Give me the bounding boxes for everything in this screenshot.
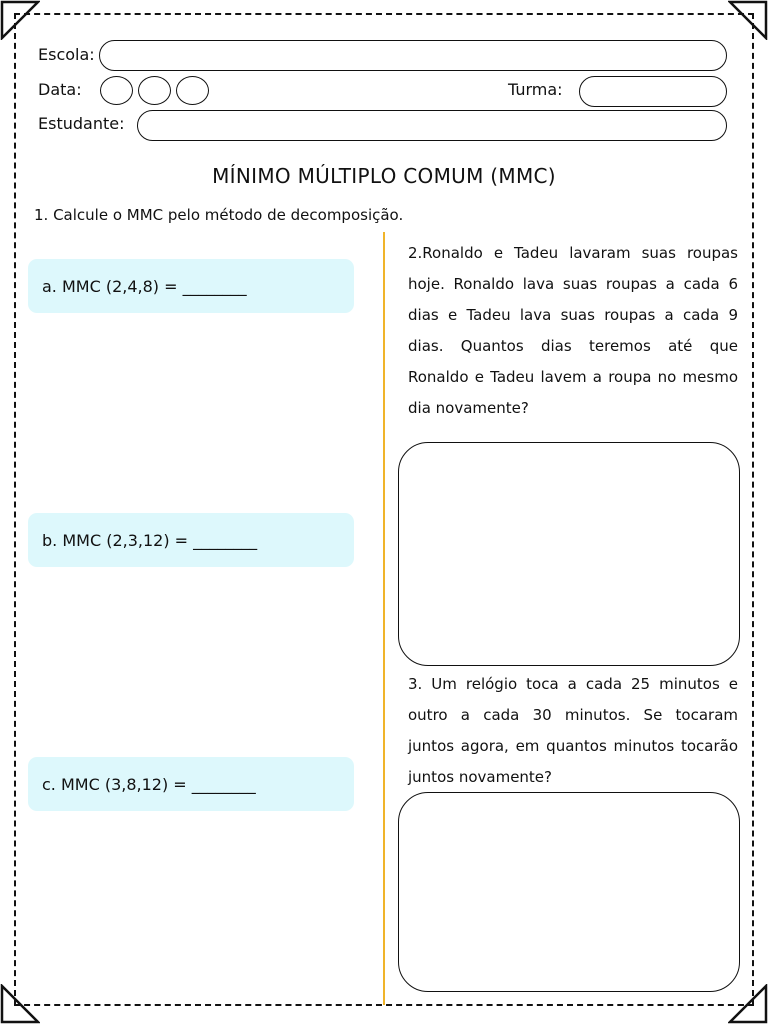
date-year-field[interactable] <box>176 76 209 105</box>
estudante-label: Estudante: <box>38 114 125 133</box>
page-title: MÍNIMO MÚLTIPLO COMUM (MMC) <box>212 164 556 188</box>
turma-field[interactable] <box>579 76 727 107</box>
column-divider <box>383 232 385 1005</box>
estudante-field[interactable] <box>137 110 727 141</box>
question3-text: 3. Um relógio toca a cada 25 minutos e outro a cada 30 minutos. Se tocaram juntos agora, em quantos minutos tocarão juntos novamente? <box>408 675 738 786</box>
mmc-item-c <box>28 757 354 811</box>
data-label: Data: <box>38 80 82 99</box>
question1-instruction: 1. Calcule o MMC pelo método de decomposição. <box>34 206 404 224</box>
mmc-item-a-label: a. MMC (2,4,8) = ________ <box>42 276 247 296</box>
question2-text: 2.Ronaldo e Tadeu lavaram suas roupas hoje. Ronaldo lava suas roupas a cada 6 dias e Tadeu lava suas roupas a cada 9 dias. Quantos dias teremos até que Ronaldo e Tadeu lavem a roupa no mesmo dia novamente? <box>408 244 738 417</box>
mmc-item-c-label: c. MMC (3,8,12) = ________ <box>42 774 256 794</box>
escola-field[interactable] <box>99 40 727 71</box>
question3-answer-box[interactable] <box>398 792 740 992</box>
date-day-field[interactable] <box>100 76 133 105</box>
turma-label: Turma: <box>508 80 563 99</box>
date-month-field[interactable] <box>138 76 171 105</box>
escola-label: Escola: <box>38 45 95 64</box>
mmc-item-b <box>28 513 354 567</box>
mmc-item-a <box>28 259 354 313</box>
mmc-item-b-label: b. MMC (2,3,12) = ________ <box>42 530 258 550</box>
question2-answer-box[interactable] <box>398 442 740 666</box>
